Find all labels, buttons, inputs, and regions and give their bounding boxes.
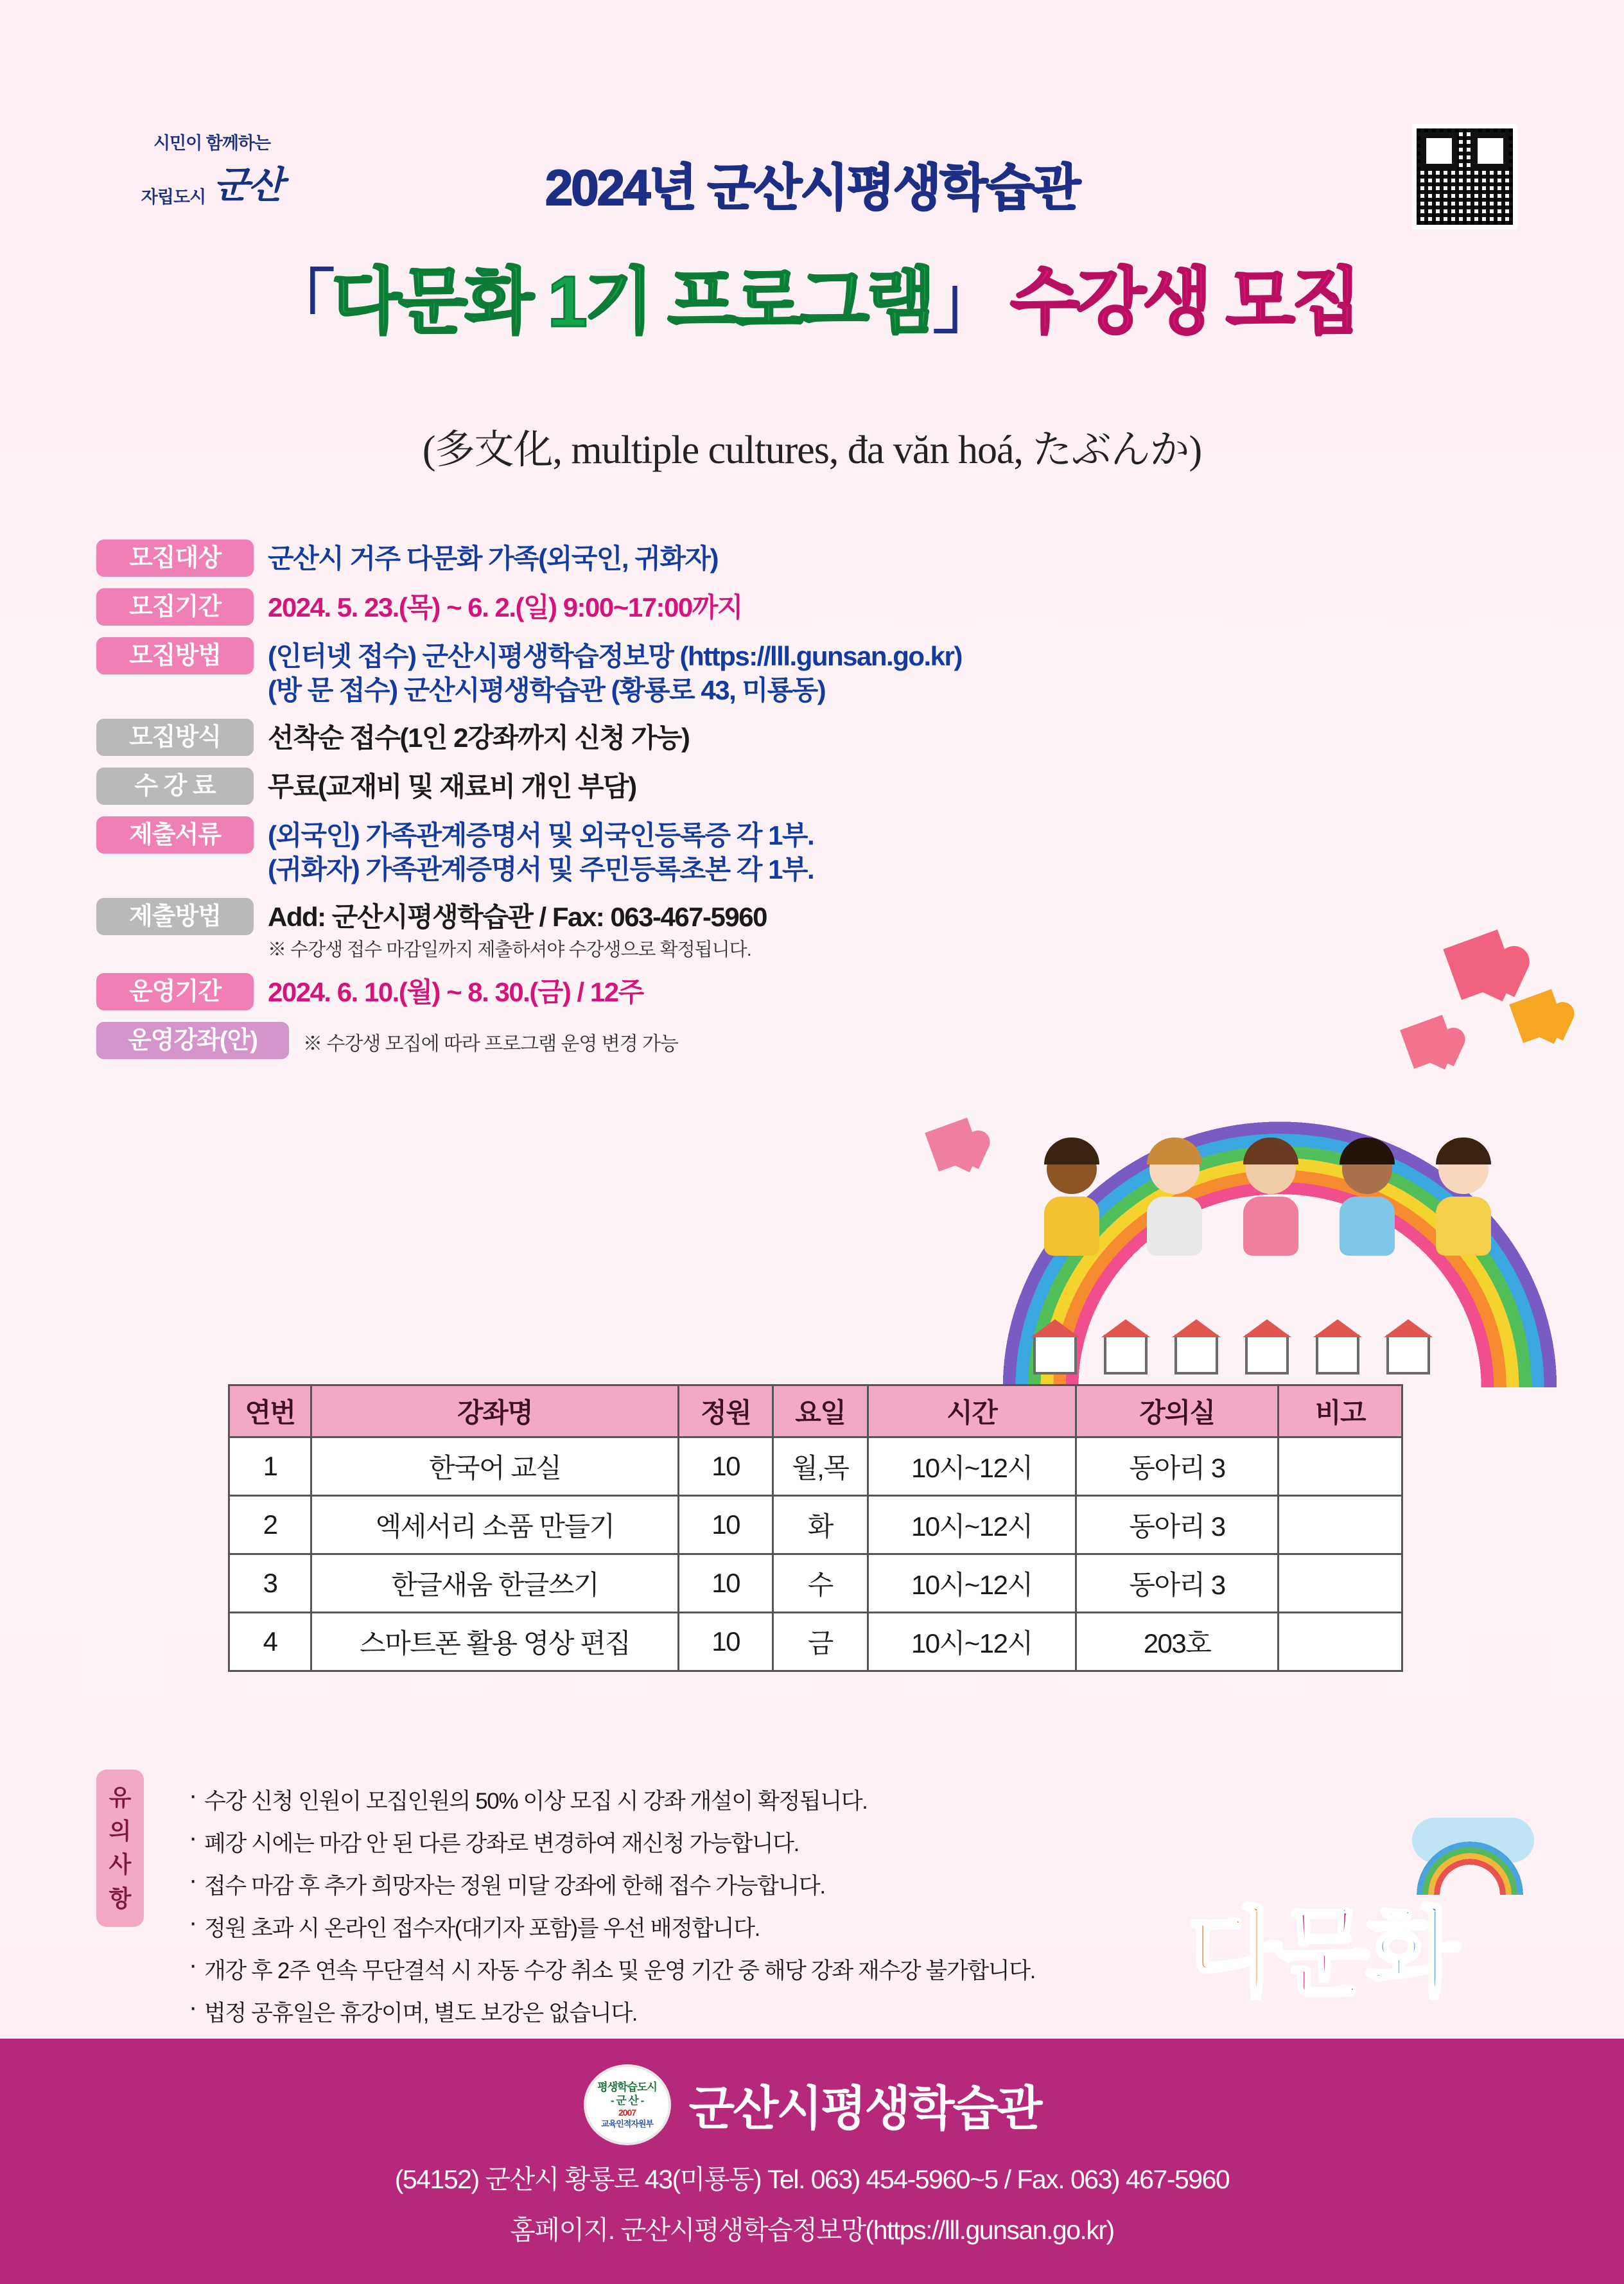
table-row	[229, 1496, 1402, 1554]
damunhwa-char-2: 문	[1276, 1899, 1366, 2007]
course-table	[228, 1384, 1403, 1672]
info-value-submission-address: Add: 군산시평생학습관 / Fax: 063-467-5960	[268, 902, 767, 932]
cell-no: 1	[229, 1437, 311, 1496]
emblem-line4: 교육인적자원부	[601, 2118, 654, 2129]
info-row-method	[96, 637, 1381, 707]
cell-day: 수	[773, 1554, 868, 1613]
cell-time: 10시~12시	[868, 1613, 1076, 1671]
cell-time: 10시~12시	[868, 1554, 1076, 1613]
damunhwa-char-1: 다	[1187, 1899, 1277, 2007]
info-value-method-visit: (방 문 접수) 군산시평생학습관 (황룡로 43, 미룡동)	[268, 674, 826, 705]
child-figure	[1425, 1144, 1502, 1256]
cell-day: 월,목	[773, 1437, 868, 1496]
info-tag-operation-period: 운영기간	[96, 973, 254, 1010]
info-value-fee: 무료(교재비 및 재료비 개인 부담)	[268, 771, 636, 802]
cell-room: 동아리 3	[1076, 1496, 1278, 1554]
title-program-name: 다문화 1기 프로그램	[331, 261, 932, 342]
rainbow-arc	[943, 1064, 1616, 1387]
damunhwa-text	[1187, 1876, 1455, 2014]
title-bracket-close: 」	[932, 263, 999, 341]
info-tag-fee: 수 강 료	[96, 768, 254, 805]
info-value-documents-foreigner: (외국인) 가족관계증명서 및 외국인등록증 각 1부.	[268, 820, 814, 850]
note-item: · 수강 신청 인원이 모집인원의 50% 이상 모집 시 강좌 개설이 확정됩니다.	[186, 1784, 1316, 1816]
lifelong-learning-emblem-icon	[584, 2064, 671, 2145]
info-note-courses: ※ 수강생 모집에 따라 프로그램 운영 변경 가능	[303, 1033, 678, 1055]
cell-no: 4	[229, 1613, 311, 1671]
cell-capacity: 10	[679, 1437, 773, 1496]
cell-capacity: 10	[679, 1496, 773, 1554]
info-row-submission	[96, 898, 1381, 962]
cell-time: 10시~12시	[868, 1496, 1076, 1554]
info-value-documents	[268, 816, 814, 886]
info-row-courses	[96, 1022, 1381, 1059]
footer-homepage: 홈페이지. 군산시평생학습정보망(https://lll.gunsan.go.kr)	[510, 2215, 1114, 2245]
cell-time: 10시~12시	[868, 1437, 1076, 1496]
cell-course: 한국어 교실	[311, 1437, 679, 1496]
info-row-operation-period	[96, 973, 1381, 1010]
table-header-remarks: 비고	[1279, 1385, 1402, 1437]
cell-remarks	[1279, 1554, 1402, 1613]
city-logo-line1: 시민이 함께하는	[153, 134, 271, 153]
table-header-time: 시간	[868, 1385, 1076, 1437]
table-header-row	[229, 1385, 1402, 1437]
table-header-capacity: 정원	[679, 1385, 773, 1437]
emblem-line1: 평생학습도시	[597, 2080, 657, 2093]
city-logo-line2: 자립도시	[141, 188, 206, 207]
cell-room: 동아리 3	[1076, 1437, 1278, 1496]
info-value-documents-naturalized: (귀화자) 가족관계증명서 및 주민등록초본 각 1부.	[268, 854, 814, 884]
child-figure	[1329, 1144, 1406, 1256]
table-header-no: 연번	[229, 1385, 311, 1437]
info-tag-selection: 모집방식	[96, 719, 254, 756]
page-title-year: 2024년 군산시평생학습관	[545, 159, 1079, 216]
info-row-documents	[96, 816, 1381, 886]
cell-room: 동아리 3	[1076, 1554, 1278, 1613]
cell-day: 화	[773, 1496, 868, 1554]
cell-no: 2	[229, 1496, 311, 1554]
table-header-day: 요일	[773, 1385, 868, 1437]
info-tag-documents: 제출서류	[96, 816, 254, 854]
notes-section	[96, 1770, 1316, 2048]
table-row	[229, 1554, 1402, 1613]
cell-capacity: 10	[679, 1613, 773, 1671]
note-item: · 법정 공휴일은 휴강이며, 별도 보강은 없습니다.	[186, 1996, 1316, 2028]
info-tag-target: 모집대상	[96, 540, 254, 577]
cell-capacity: 10	[679, 1554, 773, 1613]
cell-room: 203호	[1076, 1613, 1278, 1671]
footer-address: (54152) 군산시 황룡로 43(미룡동) Tel. 063) 454-5960~5 / Fax. 063) 467-5960	[394, 2165, 1230, 2194]
child-figure	[1232, 1144, 1309, 1256]
table-header-room: 강의실	[1076, 1385, 1278, 1437]
table-header-course: 강좌명	[311, 1385, 679, 1437]
cell-no: 3	[229, 1554, 311, 1613]
child-figure	[1136, 1144, 1213, 1256]
cell-remarks	[1279, 1437, 1402, 1496]
info-value-period: 2024. 5. 23.(목) ~ 6. 2.(일) 9:00~17:00까지	[268, 592, 742, 622]
cell-course: 엑세서리 소품 만들기	[311, 1496, 679, 1554]
info-row-target	[96, 540, 1381, 577]
page-subtitle: (多文化, multiple cultures, đa văn hoá, たぶんか)	[422, 428, 1202, 472]
note-item: · 폐강 시에는 마감 안 된 다른 강좌로 변경하여 재신청 가능합니다.	[186, 1826, 1316, 1858]
cell-remarks	[1279, 1613, 1402, 1671]
table-row	[229, 1437, 1402, 1496]
info-row-period	[96, 588, 1381, 626]
course-table-wrapper	[228, 1384, 1366, 1672]
damunhwa-graphic	[1187, 1818, 1547, 2023]
page-title-main	[0, 244, 1624, 347]
info-tag-period: 모집기간	[96, 588, 254, 626]
info-value-operation-period: 2024. 6. 10.(월) ~ 8. 30.(금) / 12주	[268, 976, 643, 1007]
info-note-submission: ※ 수강생 접수 마감일까지 제출하셔야 수강생으로 확정됩니다.	[268, 939, 751, 960]
footer-brand	[0, 2039, 1624, 2145]
houses-illustration	[1033, 1317, 1483, 1375]
note-item: · 접수 마감 후 추가 희망자는 정원 미달 강좌에 한해 접수 가능합니다.	[186, 1868, 1316, 1901]
cell-day: 금	[773, 1613, 868, 1671]
note-item: · 정원 초과 시 온라인 접수자(대기자 포함)를 우선 배정합니다.	[186, 1911, 1316, 1943]
info-section	[96, 540, 1381, 1071]
info-value-submission	[268, 898, 767, 962]
info-value-selection: 선착순 접수(1인 2강좌까지 신청 가능)	[268, 723, 690, 753]
heart-icon	[1509, 989, 1566, 1043]
info-tag-courses: 운영강좌(안)	[96, 1022, 289, 1059]
cell-course: 한글새움 한글쓰기	[311, 1554, 679, 1613]
info-tag-submission: 제출방법	[96, 898, 254, 935]
damunhwa-char-3: 화	[1365, 1899, 1455, 2007]
title-bracket-open: 「	[265, 263, 332, 341]
cell-remarks	[1279, 1496, 1402, 1554]
footer	[0, 2039, 1624, 2284]
info-row-fee	[96, 768, 1381, 805]
city-logo-wordmark: 군산	[213, 164, 283, 207]
notes-list	[161, 1780, 1316, 2038]
emblem-line2: - 군 산 -	[610, 2095, 644, 2107]
info-value-method-online: (인터넷 접수) 군산시평생학습정보망 (https://lll.gunsan.go.kr)	[268, 641, 962, 671]
notes-label: 유의사항	[96, 1770, 144, 1927]
heart-icon	[1400, 1015, 1456, 1069]
info-value-target: 군산시 거주 다문화 가족(외국인, 귀화자)	[268, 543, 718, 574]
note-item: · 개강 후 2주 연속 무단결석 시 자동 수강 취소 및 운영 기간 중 해당 강좌 재수강 불가합니다.	[186, 1953, 1316, 1985]
heart-icon	[1443, 929, 1515, 1000]
cell-course: 스마트폰 활용 영상 편집	[311, 1613, 679, 1671]
info-value-method	[268, 637, 962, 707]
title-highlight: 수강생 모집	[1010, 261, 1359, 342]
child-figure	[1033, 1144, 1110, 1256]
emblem-line3: 2007	[618, 2107, 636, 2118]
table-row	[229, 1613, 1402, 1671]
info-tag-method: 모집방법	[96, 637, 254, 674]
footer-org-name: 군산시평생학습관	[688, 2082, 1041, 2135]
info-row-selection	[96, 719, 1381, 756]
heart-icon	[925, 1118, 981, 1172]
